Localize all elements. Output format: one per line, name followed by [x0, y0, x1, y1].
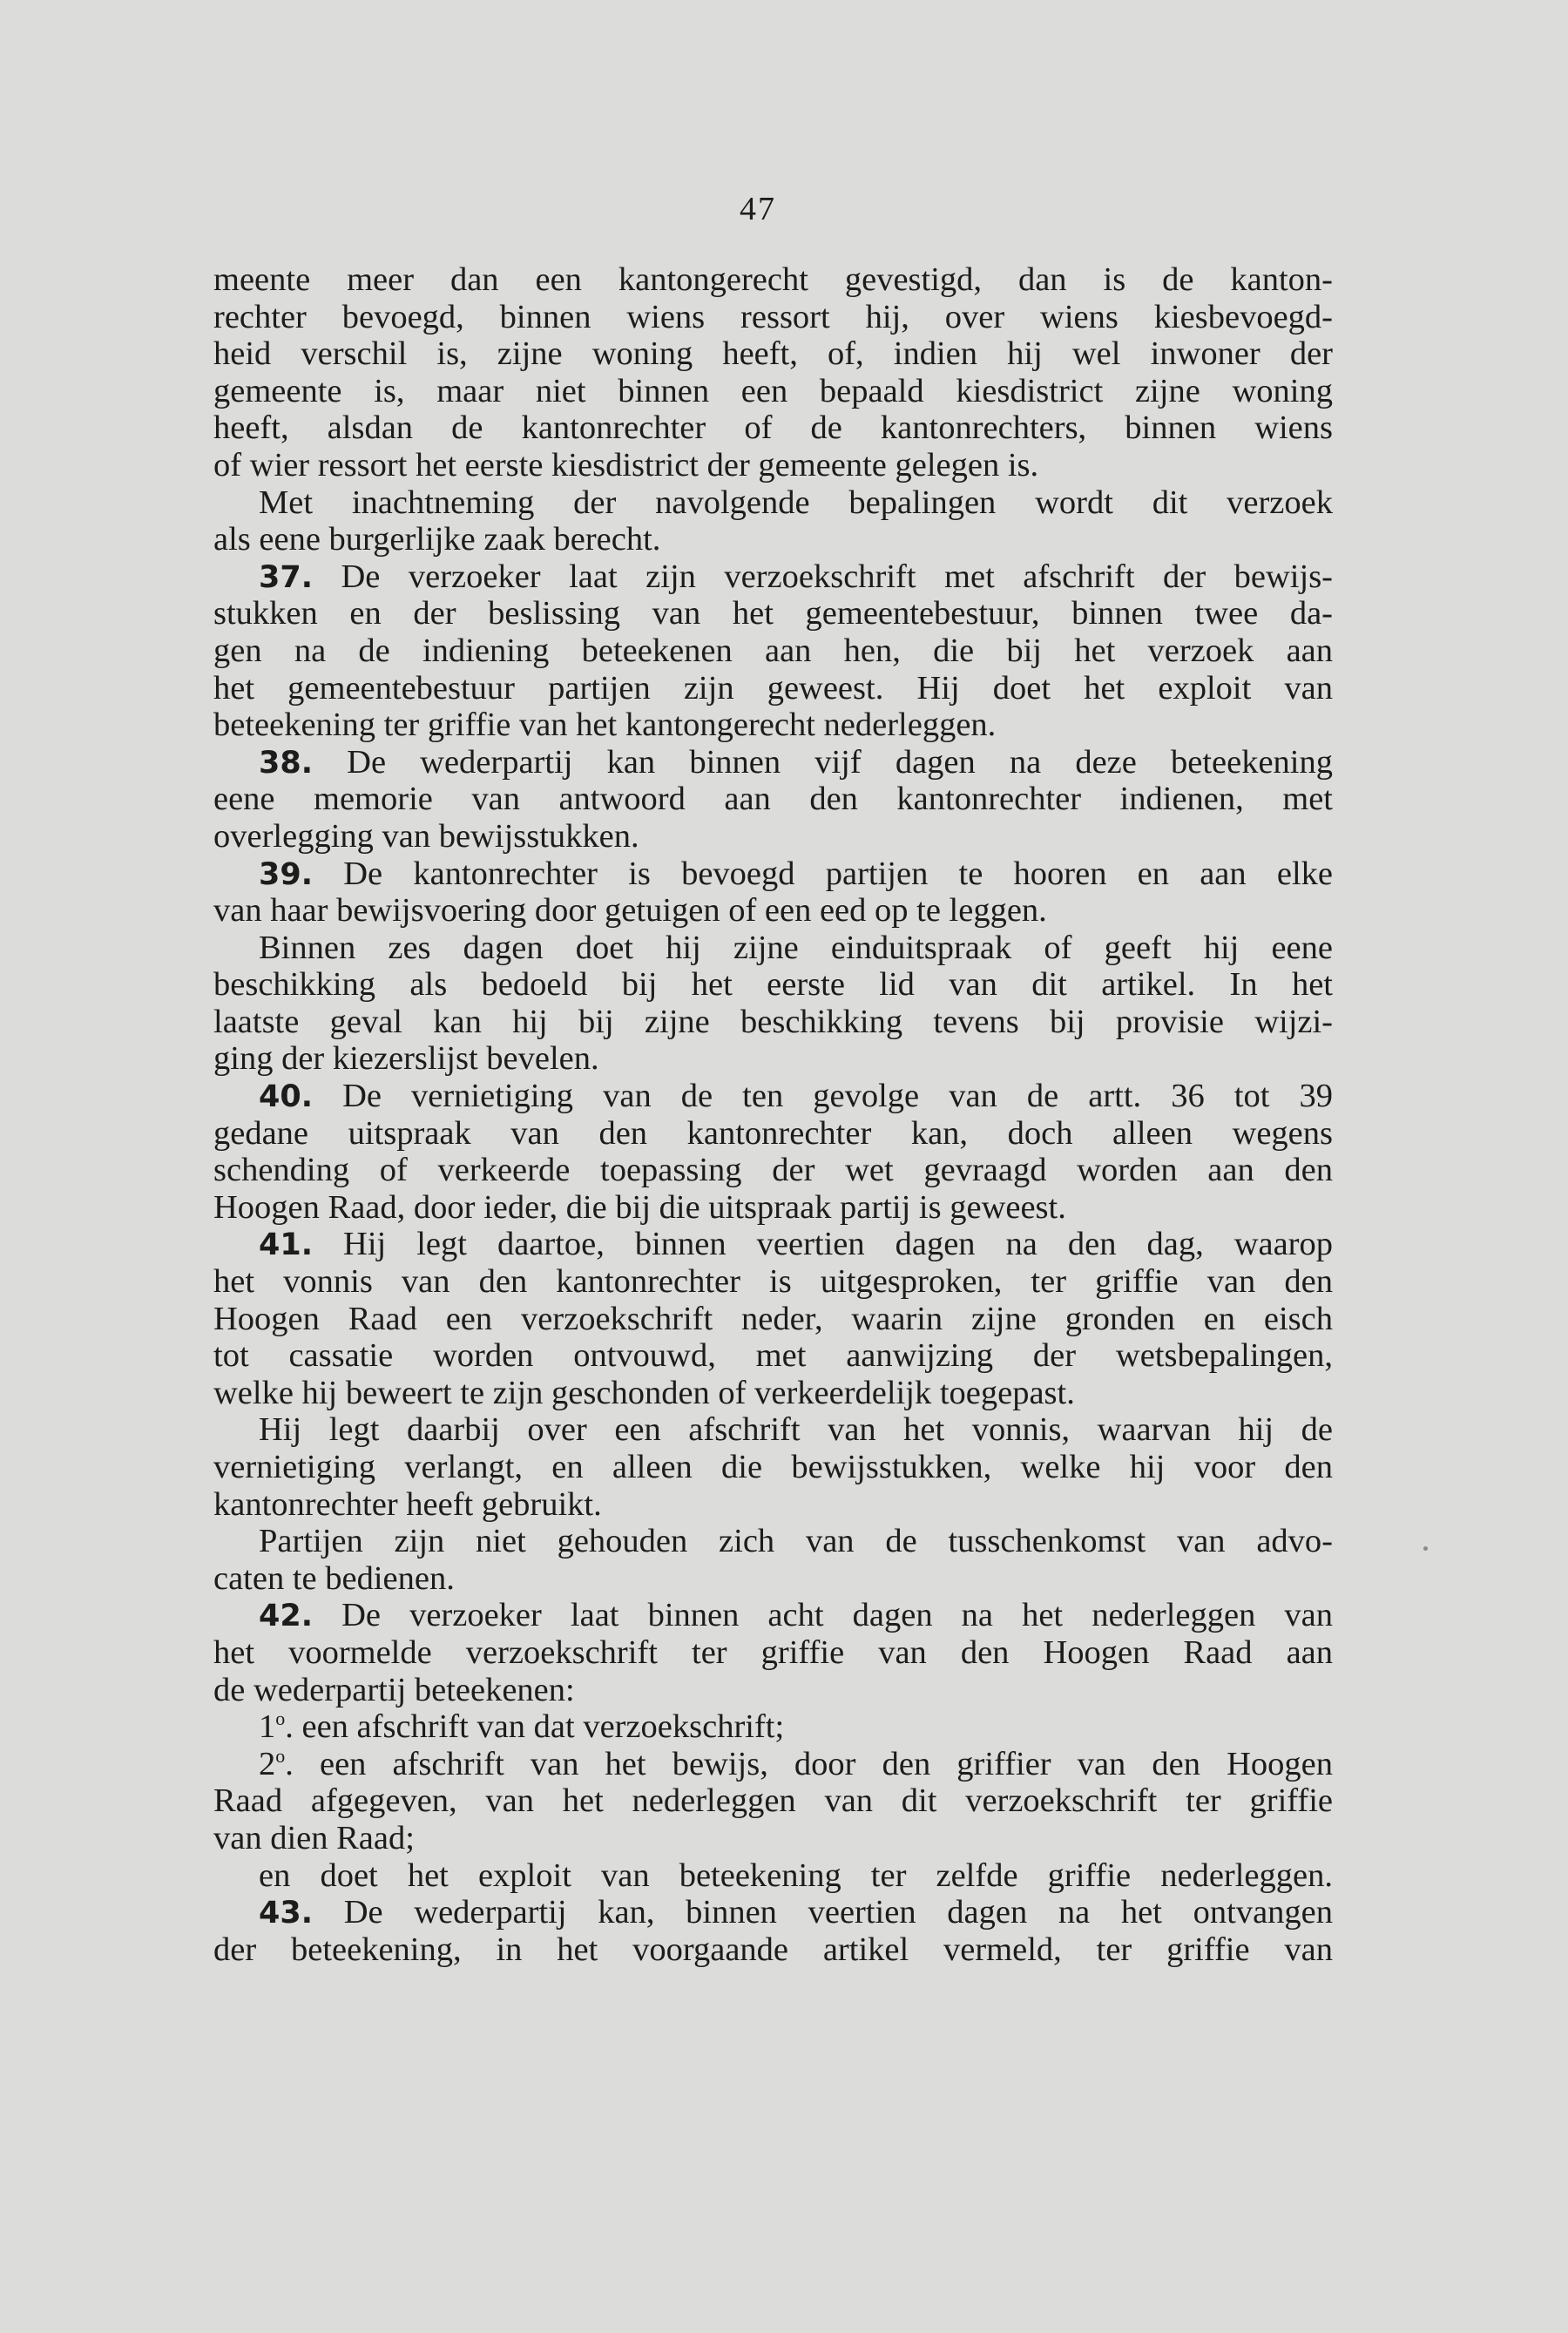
text-line [213, 261, 1333, 299]
text-line [213, 1115, 1333, 1153]
text-run: stukken en der beslissing van het gemeentebestuur, binnen twee da- [213, 595, 1333, 632]
article-number: 38. [259, 745, 314, 781]
text-run: caten te bedienen. [213, 1559, 455, 1597]
text-run: . een afschrift van het bewijs, door den griffier van den Hoogen [285, 1745, 1333, 1782]
article-number: 41. [259, 1227, 314, 1263]
text-line [213, 1746, 1333, 1783]
text-run: als eene burgerlijke zaak berecht. [213, 521, 661, 558]
text-line [213, 1931, 1333, 1969]
ordinal-mark: o [275, 1744, 286, 1767]
text-line [213, 1301, 1333, 1338]
text-run: het vonnis van den kantonrechter is uitgesproken, ter griffie van den [213, 1263, 1333, 1301]
text-run: of wier ressort het eerste kiesdistrict der gemeente gelegen is. [213, 446, 1039, 484]
text-run: rechter bevoegd, binnen wiens ressort hij, over wiens kiesbevoegd- [213, 298, 1333, 335]
text-line [213, 1152, 1333, 1189]
article-number: 40. [259, 1079, 314, 1115]
text-run: De wederpartij kan binnen vijf dagen na deze beteekening [313, 743, 1333, 781]
text-run: meente meer dan een kantongerecht gevestigd, dan is de kanton- [213, 261, 1333, 298]
text-run: De verzoeker laat binnen acht dagen na het nederleggen van [313, 1597, 1333, 1634]
text-line [213, 781, 1333, 818]
text-run: Partijen zijn niet gehouden zich van de tusschenkomst van advo- [259, 1523, 1333, 1560]
text-run: gedane uitspraak van den kantonrechter kan, doch alleen wegens [213, 1114, 1333, 1152]
text-run: tot cassatie worden ontvouwd, met aanwijzing der wetsbepalingen, [213, 1337, 1333, 1375]
article-number: 39. [259, 856, 314, 892]
text-run: laatste geval kan hij bij zijne beschikking tevens bij provisie wijzi- [213, 1003, 1333, 1040]
text-line [213, 930, 1333, 967]
text-line [213, 744, 1333, 781]
text-run: Raad afgegeven, van het nederleggen van dit verzoekschrift ter griffie [213, 1782, 1333, 1820]
text-line [213, 707, 1333, 744]
text-run: van haar bewijsvoering door getuigen of een eed op te leggen. [213, 892, 1047, 930]
text-line [213, 1004, 1333, 1041]
text-line [213, 484, 1333, 522]
text-line [213, 1672, 1333, 1709]
article-number: 37. [259, 559, 314, 595]
text-run: schending of verkeerde toepassing der wet gevraagd worden aan den [213, 1152, 1333, 1189]
text-run: welke hij beweert te zijn geschonden of verkeerdelijk toegepast. [213, 1374, 1075, 1411]
text-run: beteekening ter griffie van het kantongerecht nederleggen. [213, 707, 997, 744]
text-run: Hoogen Raad een verzoekschrift neder, waarin zijne gronden en eisch [213, 1300, 1333, 1337]
text-line [213, 373, 1333, 410]
text-line [213, 1375, 1333, 1412]
page-number: 47 [740, 191, 776, 227]
paper-speck [1423, 1546, 1428, 1551]
text-run: De wederpartij kan, binnen veertien dagen na het ontvangen [313, 1894, 1333, 1931]
text-run: Hij legt daarbij over een afschrift van het vonnis, waarvan hij de [259, 1411, 1333, 1449]
text-line [213, 966, 1333, 1004]
text-run: gemeente is, maar niet binnen een bepaald kiesdistrict zijne woning [213, 372, 1333, 409]
text-line [213, 558, 1333, 596]
text-run: De verzoeker laat zijn verzoekschrift met afschrift der bewijs- [313, 558, 1333, 595]
text-run: heid verschil is, zijne woning heeft, of, indien hij wel inwoner der [213, 335, 1333, 373]
text-run: der beteekening, in het voorgaande artikel vermeld, ter griffie van [213, 1931, 1333, 1968]
text-run: en doet het exploit van beteekening ter zelfde griffie nederleggen. [259, 1856, 1333, 1894]
text-run: 1 [259, 1708, 276, 1746]
text-line [213, 818, 1333, 855]
text-run: gen na de indiening beteekenen aan hen, die bij het verzoek aan [213, 632, 1333, 669]
text-line [213, 855, 1333, 893]
text-line [213, 595, 1333, 632]
text-run: De kantonrechter is bevoegd partijen te hooren en aan elke [313, 855, 1333, 892]
text-run: beschikking als bedoeld bij het eerste lid van dit artikel. In het [213, 966, 1333, 1004]
text-line [213, 409, 1333, 447]
article-number: 43. [259, 1896, 314, 1931]
text-run: Binnen zes dagen doet hij zijne einduitspraak of geeft hij eene [259, 929, 1333, 966]
text-line [213, 1782, 1333, 1820]
text-run: eene memorie van antwoord aan den kantonrechter indienen, met [213, 781, 1333, 818]
text-run: Hoogen Raad, door ieder, die bij die uitspraak partij is geweest. [213, 1188, 1066, 1226]
text-line [213, 1820, 1333, 1857]
text-line [213, 1263, 1333, 1301]
text-run: heeft, alsdan de kantonrechter of de kantonrechters, binnen wiens [213, 409, 1333, 447]
text-line [213, 1078, 1333, 1115]
body-text [213, 261, 1333, 1968]
text-line [213, 892, 1333, 930]
text-run: . een afschrift van dat verzoekschrift; [285, 1708, 785, 1746]
text-line [213, 1523, 1333, 1560]
text-run: kantonrechter heeft gebruikt. [213, 1485, 602, 1523]
text-line [213, 335, 1333, 373]
text-line [213, 1708, 1333, 1746]
text-run: ging der kiezerslijst bevelen. [213, 1040, 599, 1078]
text-line [213, 299, 1333, 336]
text-run: van dien Raad; [213, 1819, 415, 1856]
text-run: De vernietiging van de ten gevolge van de artt. 36 tot 39 [313, 1078, 1333, 1115]
text-line [213, 1189, 1333, 1227]
text-run: Met inachtneming der navolgende bepalingen wordt dit verzoek [259, 484, 1333, 521]
text-line [213, 1597, 1333, 1634]
text-run: vernietiging verlangt, en alleen die bewijsstukken, welke hij voor den [213, 1449, 1333, 1485]
text-run: Hij legt daartoe, binnen veertien dagen na den dag, waarop [313, 1226, 1333, 1263]
text-line [213, 1857, 1333, 1895]
text-line [213, 1449, 1333, 1486]
text-run: het voormelde verzoekschrift ter griffie van den Hoogen Raad aan [213, 1633, 1333, 1671]
text-line [213, 1560, 1333, 1598]
text-run: overlegging van bewijsstukken. [213, 817, 639, 855]
text-line [213, 1040, 1333, 1078]
text-line [213, 447, 1333, 484]
text-line [213, 1486, 1333, 1524]
text-line [213, 632, 1333, 670]
text-run: de wederpartij beteekenen: [213, 1671, 575, 1708]
text-run: het gemeentebestuur partijen zijn geweest. Hij doet het exploit van [213, 669, 1333, 707]
article-number: 42. [259, 1599, 314, 1634]
text-run: 2 [259, 1745, 276, 1782]
text-line [213, 521, 1333, 558]
text-line [213, 1894, 1333, 1931]
text-line [213, 1411, 1333, 1449]
text-line [213, 670, 1333, 707]
text-line [213, 1337, 1333, 1375]
ordinal-mark: o [275, 1707, 286, 1730]
text-line [213, 1634, 1333, 1672]
text-line [213, 1226, 1333, 1263]
